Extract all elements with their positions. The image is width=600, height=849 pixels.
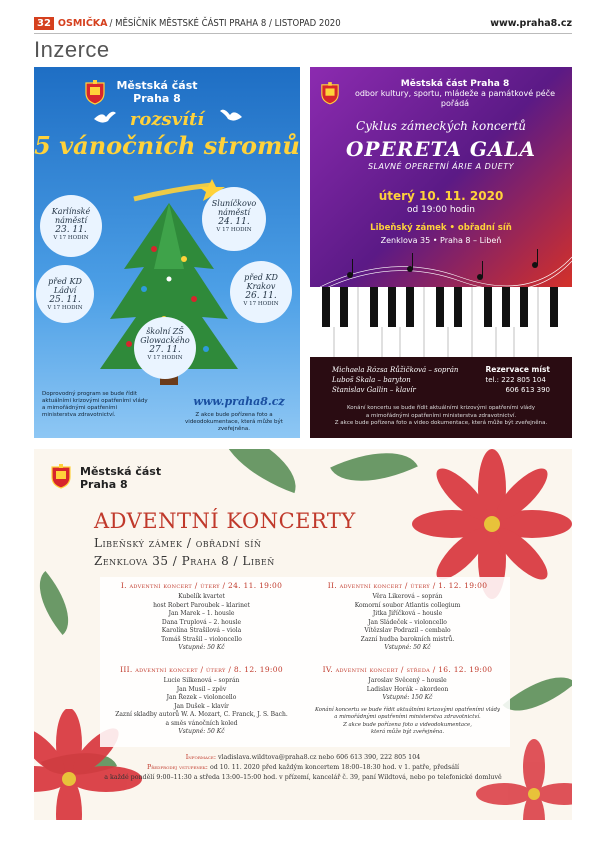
- presale-label: Předprodej vstupenek:: [147, 764, 208, 771]
- info-line: [74, 753, 532, 763]
- reservation-phone: 606 613 390: [505, 386, 550, 394]
- reservation-phone: tel.: 222 805 104: [485, 376, 546, 384]
- venue-line-2: Zenklova 35 / Praha 8 / Libeň: [94, 554, 275, 568]
- concert-line: a směs vánočních koled: [165, 719, 238, 727]
- stop-name: školní ZŠ Glowackého: [140, 327, 190, 345]
- poster-title: ADVENTNÍ KONCERTY: [94, 509, 356, 533]
- stop-ladvi: [36, 265, 94, 323]
- note-line: Z akce bude pořízena foto a video dokumentace, která může být zveřejněna.: [334, 420, 548, 426]
- org-name: Městská část Praha 8: [400, 79, 510, 89]
- poster-footer: [310, 357, 572, 438]
- poster-org: [346, 79, 564, 109]
- concert-cycle: Cyklus zámeckých koncertů: [355, 119, 527, 133]
- stop-date: 23. 11.: [55, 225, 87, 235]
- stop-name: Karlínské náměstí: [51, 207, 91, 225]
- header-divider: [34, 33, 572, 34]
- poster-subtitle: SLAVNÉ OPERETNÍ ÁRIE A DUETY: [367, 162, 515, 171]
- ticket-info: [74, 753, 532, 783]
- page-number: 32: [34, 17, 54, 30]
- concert-note: Konání koncertu se bude řídit aktuálními krizovými opatřeními vlády: [314, 706, 501, 713]
- concert-date: úterý 10. 11. 2020: [378, 189, 504, 203]
- concert-line: Karolína Strašilová – viola: [161, 627, 242, 634]
- concert-address: Zenklova 35 • Praha 8 – Libeň: [380, 236, 502, 245]
- magazine-brand: OSMIČKA: [57, 17, 108, 29]
- concert-venue: Libeňský zámek • obřadní síň: [370, 223, 512, 233]
- piano-keys-illustration: [310, 287, 572, 357]
- venue-line-1: Libeňský zámek / obřadní síň: [94, 536, 262, 550]
- concert-line: Kubelík kvartet: [178, 593, 225, 600]
- decor-leaf: [330, 449, 418, 500]
- poster-org: [80, 465, 161, 491]
- concert-line: Zazní skladby autorů W. A. Mozart, C. Franck, J. S. Bach.: [115, 711, 288, 718]
- concert-line: Jitka Jiříčková – housle: [372, 610, 443, 617]
- photo-note: Z akce bude pořízena foto a videodokumentace, která může být zveřejněna.: [185, 412, 283, 432]
- district-coat-of-arms-icon: [320, 81, 340, 105]
- decor-leaf: [34, 571, 84, 635]
- info-text: vladislava.wildtova@praha8.cz nebo 606 613 390, 222 805 104: [217, 754, 421, 761]
- performer: Stanislav Gallin – klavír: [332, 386, 416, 394]
- concert-line: Vítězslav Podrazil – cembalo: [364, 627, 451, 634]
- concert-note: a mimořádnými opatřeními ministerstva zdravotnictví.: [334, 714, 481, 720]
- concert-entry: Vstupné: 150 Kč: [382, 694, 433, 701]
- stop-time: V 17 HODIN: [243, 301, 279, 307]
- concert-heading: IV. adventní koncert / středa / 16. 12. 19:00: [322, 665, 493, 674]
- concert-heading: II. adventní koncert / úterý / 1. 12. 19:00: [327, 581, 488, 590]
- stop-name: Sluníčkovo náměstí: [211, 199, 257, 217]
- stop-date: 24. 11.: [218, 217, 250, 227]
- concert-line: host Robert Paroubek – klarinet: [153, 601, 250, 609]
- org-line-1: Městská část: [116, 79, 198, 92]
- org-line-2: Praha 8: [80, 478, 128, 491]
- stop-date: 27. 11.: [149, 345, 181, 355]
- stop-karlin: [40, 195, 102, 257]
- presale-line: [74, 763, 532, 773]
- concert-4: [310, 665, 505, 737]
- program-note: Doprovodný program se bude řídit aktuálními krizovými opatřeními vlády a mimořádnými opatřeními ministerstva zdravotnictví.: [42, 391, 148, 418]
- district-coat-of-arms-icon: [84, 79, 106, 105]
- advent-concerts-poster: [34, 449, 572, 820]
- concert-line: Dana Truplová – 2. housle: [161, 618, 242, 626]
- page-header: [34, 15, 572, 31]
- org-tail: pořádá: [440, 99, 470, 108]
- concert-line: Jan Řezek – violoncello: [166, 694, 237, 701]
- presale-text: od 10. 11. 2020 před každým koncertem 18:00–18:30 hod. v 1. patře, předsálí: [209, 764, 459, 771]
- concerts-box: [100, 577, 510, 747]
- concert-3: [104, 665, 299, 737]
- concert-1: [104, 581, 299, 653]
- poster-title: OPERETA GALA: [345, 137, 537, 161]
- presale-text-2: a každé pondělí 9:00–11:30 a středa 13:00–15:00 hod. v přízemí, kancelář č. 39, paní Wildtová, nebo po telefonické domluvě: [104, 774, 502, 781]
- reservation-label: Rezervace míst: [485, 365, 550, 374]
- stop-time: V 17 HODIN: [216, 227, 252, 233]
- org-line-2: Praha 8: [133, 92, 181, 105]
- concert-note: která může být zveřejněna.: [370, 729, 445, 735]
- concert-line: Jan Marek – 1. housle: [168, 610, 235, 617]
- note-line: a mimořádnými opatřeními ministerstva zdravotnictví.: [365, 412, 517, 419]
- org-line-1: Městská část: [80, 465, 162, 478]
- stop-krakov: [230, 261, 292, 323]
- stop-date: 26. 11.: [245, 291, 277, 301]
- concert-line: Jan Musil – zpěv: [176, 685, 227, 693]
- concert-line: Zazní hudba barokních mistrů.: [360, 635, 455, 643]
- performer: Luboš Skala – baryton: [332, 376, 411, 384]
- poster-title-line-1: rozsvítí: [129, 109, 205, 130]
- concert-line: Ladislav Horák – akordeon: [366, 685, 449, 693]
- stop-name: před KD Krakov: [244, 273, 278, 291]
- magazine-info: / MĚSÍČNÍK MĚSTSKÉ ČÁSTI PRAHA 8 / LISTOPAD 2020: [109, 17, 341, 29]
- stop-time: V 17 HODIN: [53, 235, 89, 241]
- org-dept: odbor kultury, sportu, mládeže a památkové péče: [354, 89, 556, 98]
- covid-note: [320, 405, 562, 428]
- performers-list: [332, 365, 458, 395]
- concert-line: Věra Likerová – soprán: [372, 593, 443, 600]
- stop-date: 25. 11.: [49, 295, 81, 305]
- concert-line: Jaroslav Svěcený – housle: [368, 677, 447, 684]
- section-title: Inzerce: [34, 37, 110, 62]
- info-label: Informace:: [185, 754, 216, 761]
- stop-time: V 17 HODIN: [47, 305, 83, 311]
- concert-entry: Vstupné: 50 Kč: [178, 644, 225, 651]
- concert-line: Tomáš Strašil – violoncello: [161, 635, 242, 643]
- poster-website: www.praha8.cz: [193, 395, 285, 408]
- concert-time: od 19:00 hodin: [406, 205, 475, 215]
- decor-leaf: [210, 449, 308, 493]
- stop-glowackeho: [134, 317, 196, 379]
- poster-org: [112, 79, 202, 105]
- decor-leaf: [503, 660, 572, 728]
- concert-heading: I. adventní koncert / úterý / 24. 11. 19:00: [120, 581, 283, 590]
- concert-2: [310, 581, 505, 653]
- concert-line: Jan Dušek – klavír: [174, 702, 229, 710]
- website-link[interactable]: www.praha8.cz: [490, 17, 572, 29]
- concert-line: Jan Sládeček – violoncello: [368, 618, 447, 626]
- concert-line: Komorní soubor Atlantis collegium: [354, 601, 461, 609]
- concert-note: Z akce bude pořízena foto a videodokumentace,: [343, 721, 472, 728]
- poster-title-line-2: 5 vánočních stromů: [34, 131, 300, 160]
- concert-entry: Vstupné: 50 Kč: [178, 728, 225, 735]
- performer: Michaela Rózsa Růžičková – soprán: [332, 366, 459, 374]
- district-coat-of-arms-icon: [50, 463, 72, 489]
- stop-slunickovo: [202, 187, 266, 251]
- christmas-trees-poster: [34, 67, 300, 438]
- concert-line: Lucie Silkenová – soprán: [163, 677, 240, 684]
- stop-name: před KD Ládví: [48, 277, 82, 295]
- concert-heading: III. adventní koncert / úterý / 8. 12. 19:00: [120, 665, 283, 674]
- note-line: Konání koncertu se bude řídit aktuálními krizovými opatřeními vlády: [346, 405, 536, 411]
- operetta-gala-poster: [310, 67, 572, 438]
- reservation-info: [485, 365, 550, 395]
- concert-entry: Vstupné: 50 Kč: [384, 644, 431, 651]
- stop-time: V 17 HODIN: [147, 355, 183, 361]
